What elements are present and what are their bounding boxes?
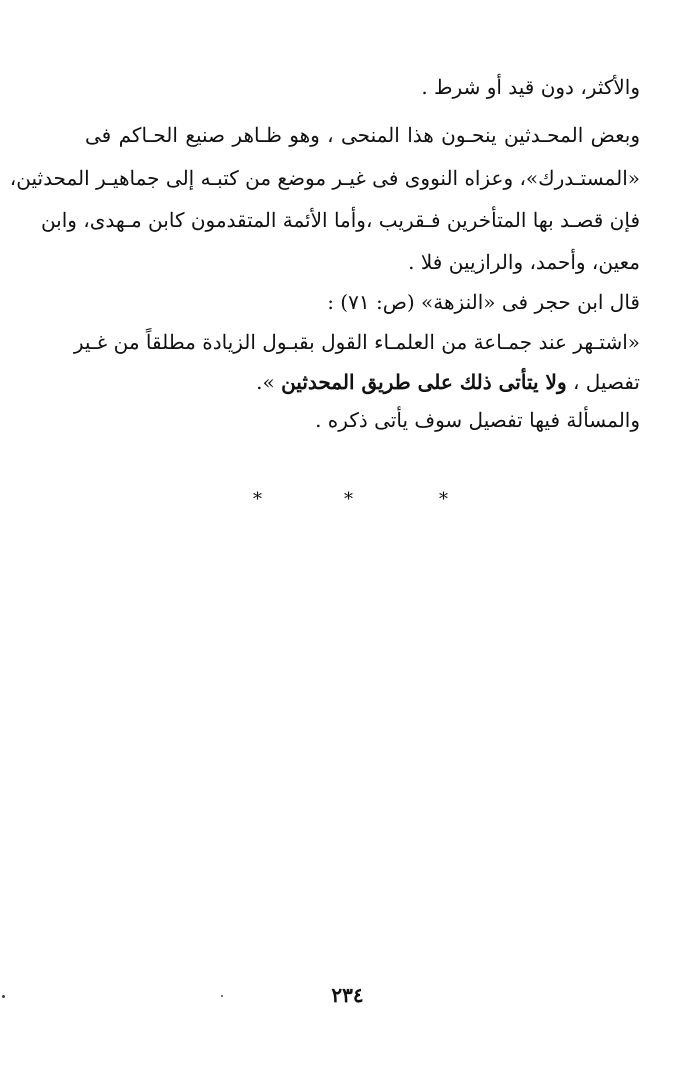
scan-speck: [221, 995, 223, 997]
text-line-3: «المستـدرك»، وعزاه النووى فى غيـر موضع من كتبـه إلى جماهيـر المحدثين،: [9, 166, 640, 190]
separator-star-middle: *: [344, 489, 353, 510]
bold-quote: ولا يتأتى ذلك على طريق المحدثين: [281, 370, 567, 394]
text-line-4: فإن قصـد بها المتأخرين فـقريب ،وأما الأئمة المتقدمون كابن مـهدى، وابن: [40, 208, 640, 232]
line-8-start: تفصيل ،: [566, 370, 640, 394]
text-line-8: [75, 367, 640, 397]
line-8-end: ».: [256, 370, 282, 394]
text-line-5: معين، وأحمد، والرازيين فلا .: [408, 250, 640, 274]
text-line-6: قال ابن حجر فى «النزهة» (ص: ٧١) :: [327, 290, 640, 314]
text-line-9: والمسألة فيها تفصيل سوف يأتى ذكره .: [315, 408, 640, 432]
text-line-2: وبعض المحـدثين ينحـون هذا المنحى ، وهو ظـاهر صنيع الحـاكم فى: [85, 123, 640, 147]
text-line-1: والأكثر، دون قيد أو شرط .: [421, 75, 640, 99]
section-separator: [0, 488, 695, 512]
text-line-7: «اشتـهر عند جمـاعة من العلمـاء القول بقبـول الزيادة مطلقاً من غـير: [73, 330, 640, 354]
scan-speck: [2, 995, 5, 998]
separator-star-left: *: [253, 489, 262, 510]
separator-star-right: *: [439, 489, 448, 510]
page-number: ٢٣٤: [331, 983, 364, 1007]
